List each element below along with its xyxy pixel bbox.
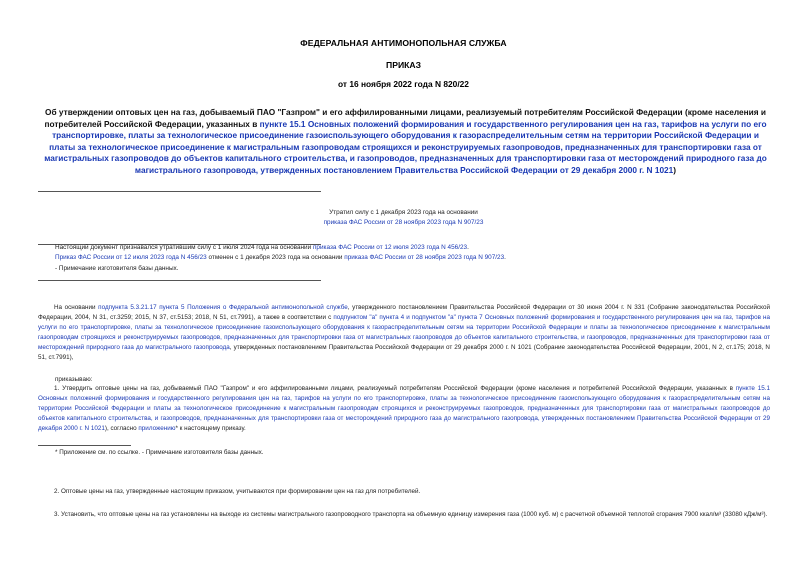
doc-type: ПРИКАЗ: [386, 60, 421, 70]
body-paragraph-5: 2. Оптовые цены на газ, утвержденные настоящим приказом, учитываются при формировании цен на газ для потребителей.: [54, 488, 421, 495]
lost-force-link-line: [0, 218, 807, 228]
title-text-2: ): [673, 164, 677, 175]
note1-link[interactable]: приказа ФАС России от 12 июля 2023 года N 456/23: [312, 244, 468, 251]
lost-force-link[interactable]: приказа ФАС России от 28 ноября 2023 года N 907/23: [323, 219, 484, 226]
p1-link-2[interactable]: подпунктом "а" пункта 4 и подпунктом "а" пункта 7 Основных положений формирования и государственного регулирования цен на газ, тарифов на услуги по его транспортировке, платы за технологическое присоединение газоиспользующего оборудования к газораспределительным сетям на территории Российской Федерации и платы за технологическое присоединение к магистральным газопроводам строящихся и реконструируемых газопроводов, предназначенных для транспортировки газа от магистральных газопроводов до объектов капитального строительства, и газопроводов, предназначенных для транспортировки газа от месторождений природного газа до магистрального газопровода: [38, 314, 770, 352]
lost-force-text: Утратил силу с 1 декабря 2023 года на основании: [329, 209, 478, 216]
status-note-2: [55, 253, 506, 263]
status-note-3: - Примечание изготовителя базы данных.: [55, 265, 179, 272]
title-link[interactable]: пункте 15.1 Основных положений формирования и государственного регулирования цен на газ, тарифов на услуги по его транспортировке, платы за технологическое присоединение газоиспользующего оборудования к газораспределительным сетям на территории Российской Федерации и платы за технологическое присоединение к магистральным газопроводам строящихся и реконструируемых газопроводов, предназначенных для транспортировки газа от магистральных газопроводов до объектов капитального строительства, и газопроводов, предназначенных для транспортировки газа от месторождений природного газа до магистрального газопровода, утвержденных постановлением Правительства Российской Федерации от 29 декабря 2000 г. N 1021: [44, 118, 767, 175]
body-paragraph-1: [38, 303, 770, 364]
status-note-1: [55, 243, 469, 253]
body-paragraph-2: приказываю:: [55, 376, 93, 383]
p1-link-1[interactable]: подпункта 5.3.21.17 пункта 5 Положения о Федеральной антимонопольной службе: [98, 304, 348, 311]
note2-link-2[interactable]: приказа ФАС России от 28 ноября 2023 года N 907/23: [344, 254, 505, 261]
note2-text: отменен с 1 декабря 2023 года на основании: [206, 254, 345, 261]
p3-text-c: * к настоящему приказу.: [175, 425, 246, 433]
doc-title: [38, 107, 773, 177]
doc-date-number: от 16 ноября 2022 года N 820/22: [338, 79, 469, 89]
divider: [38, 280, 321, 281]
note1-end: .: [467, 244, 469, 251]
note2-link[interactable]: Приказ ФАС России от 12 июля 2023 года N 456/23: [55, 254, 207, 261]
p1-text-a: На основании: [54, 304, 99, 311]
agency-name: ФЕДЕРАЛЬНАЯ АНТИМОНОПОЛЬНАЯ СЛУЖБА: [300, 38, 507, 48]
p3-text-b: ), согласно: [104, 425, 139, 433]
footnote: * Приложение см. по ссылке. - Примечание изготовителя базы данных.: [55, 449, 264, 456]
body-paragraph-6: 3. Установить, что оптовые цены на газ установлены на выходе из системы магистрального газопроводного транспорта на объемную единицу измерения газа (1000 куб. м) с расчетной объемной теплотой сгорания 7900 ккал/м³ (33080 кДж/м³).: [54, 511, 768, 518]
footnote-divider: [38, 445, 131, 446]
note1-text: Настоящий документ признавался утратившим силу с 1 июля 2024 года на основании: [55, 244, 313, 251]
p3-link[interactable]: пункте 15.1 Основных положений формирования и государственного регулирования цен на газ, тарифов на услуги по его транспортировке, платы за технологическое присоединение газоиспользующего оборудования к газораспределительным сетям на территории Российской Федерации и платы за технологическое присоединение к магистральным газопроводам строящихся и реконструируемых газопроводов, предназначенных для транспортировки газа от магистральных газопроводов до объектов капитального строительства, и газопроводов, предназначенных для транспортировки газа от месторождений природного газа до магистрального газопровода, утвержденных постановлением Правительства Российской Федерации от 29 декабря 2000 г. N 1021: [38, 385, 771, 433]
p3-text-a: 1. Утвердить оптовые цены на газ, добываемый ПАО "Газпром" и его аффилированными лицами, реализуемый потребителям Российской Федерации (кроме населения и потребителей Российской Федерации, указанных в: [54, 385, 736, 392]
p3-link-2[interactable]: приложению: [138, 425, 176, 433]
divider: [38, 191, 321, 192]
p1-text-b: , утвержденного постановлением Правительства Российской Федерации от 30 июня 2004 г. N 331 (Собрание законодательства Российской Федерации, 2004, N 31, ст.3259; 2015, N 37, ст.5153; 2018, N 51, ст.7991), а также в соответствии с: [38, 304, 771, 322]
p1-text-c: , утвержденных постановлением Правительства Российской Федерации от 29 декабря 2000 г. N 1021 (Собрание законодательства Российской Федерации, 2001, N 2, ст.175; 2018, N 51, ст.7991),: [38, 344, 770, 362]
title-text-1: Об утверждении оптовых цен на газ, добываемый ПАО "Газпром" и его аффилированными лицами, реализуемый потребителям Российской Федерации (кроме населения и потребителей Российской Федерации, указанных в: [44, 107, 766, 129]
body-paragraph-3: [38, 384, 770, 434]
note2-end: .: [504, 254, 506, 261]
